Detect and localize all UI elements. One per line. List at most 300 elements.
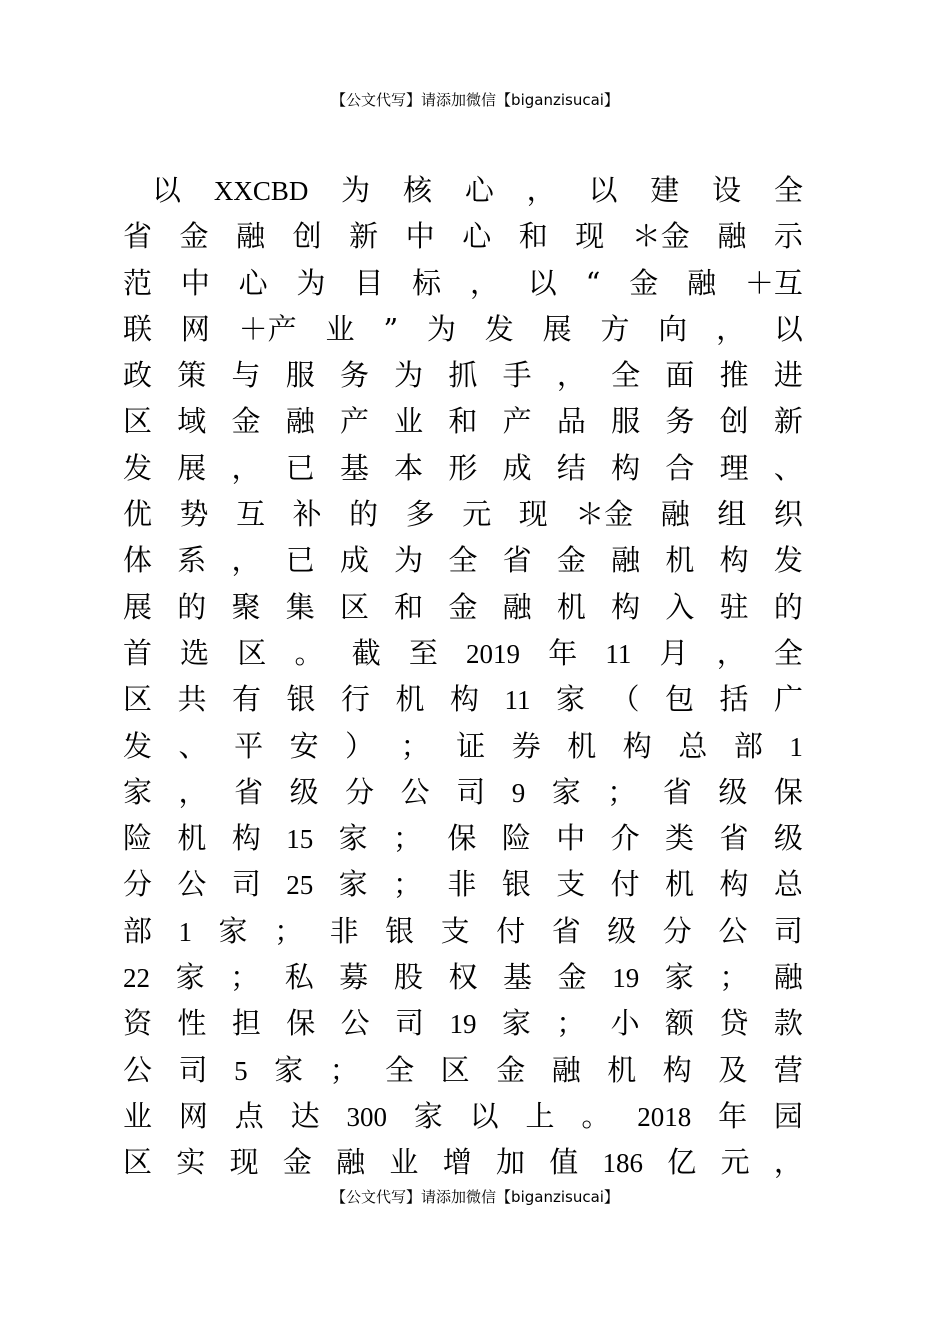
text-token: ， [716, 635, 746, 670]
text-token: 驻 [719, 589, 749, 624]
text-token: （ [610, 682, 640, 717]
text-token: 融 [660, 497, 690, 532]
text-token: 织 [773, 497, 803, 532]
text-token: 发 [484, 311, 514, 346]
text-token: 省 [662, 774, 692, 809]
text-token: 机 [177, 821, 207, 856]
text-token: 的 [177, 589, 207, 624]
text-token: 介 [610, 821, 640, 856]
text-token: 担 [231, 1006, 261, 1041]
text-token: 小 [610, 1006, 640, 1041]
text-token: 司 [231, 867, 261, 902]
text-token: 级 [773, 821, 803, 856]
text-token: 现 [518, 497, 548, 532]
text-token: 区 [123, 404, 153, 439]
text-token: 公 [123, 1052, 153, 1087]
text-line [123, 676, 803, 722]
text-token: ， [178, 774, 208, 809]
text-token: 机 [665, 867, 695, 902]
text-token: 示 [773, 219, 803, 254]
text-line [123, 954, 803, 1000]
text-token: 增 [442, 1145, 472, 1180]
text-token: 款 [773, 1006, 803, 1041]
text-token: 1 [178, 916, 193, 947]
text-token: 及 [718, 1052, 748, 1087]
text-token: 家 [274, 1052, 304, 1087]
text-token: 标 [412, 265, 442, 300]
text-token: 区 [123, 1145, 153, 1180]
text-line [123, 352, 803, 398]
text-line [123, 537, 803, 583]
text-token: 推 [719, 358, 749, 393]
text-token: 25 [286, 870, 314, 901]
text-token: 展 [542, 311, 572, 346]
text-token: 机 [395, 682, 425, 717]
text-line [123, 398, 803, 444]
text-token: 金 [231, 404, 261, 439]
text-token: 额 [665, 1006, 695, 1041]
text-token: 。 [294, 635, 324, 670]
text-token: 家 [551, 774, 581, 809]
text-token: 多 [405, 497, 435, 532]
text-token: 合 [665, 450, 695, 485]
text-token: 面 [665, 358, 695, 393]
text-token: 成 [339, 543, 369, 578]
text-token: 付 [610, 867, 640, 902]
text-token: 贷 [719, 1006, 749, 1041]
text-token: 为 [341, 173, 371, 207]
text-token: 业 [389, 1145, 419, 1180]
text-token: 构 [611, 450, 641, 485]
text-token: 非 [329, 913, 359, 948]
text-token: ； [393, 821, 423, 856]
text-token: 构 [450, 682, 480, 717]
text-token: 分 [123, 867, 153, 902]
text-token: 、 [773, 450, 803, 485]
page-footer: 【公文代写】请添加微信【biganzisucai】 [331, 1188, 619, 1206]
text-token: 形 [448, 450, 478, 485]
text-token: 19 [612, 963, 640, 994]
text-token: 机 [607, 1052, 637, 1087]
text-token: 目 [354, 265, 384, 300]
text-token: 心 [464, 173, 494, 207]
text-token: 加 [495, 1145, 525, 1180]
text-token: 融 [551, 1052, 581, 1087]
text-token: 分 [345, 774, 375, 809]
text-token: 级 [607, 913, 637, 948]
text-token: ； [607, 774, 637, 809]
text-token: 区 [123, 682, 153, 717]
text-token: 资 [123, 1006, 153, 1041]
text-token: 区 [440, 1052, 470, 1087]
text-token: 保 [447, 821, 477, 856]
text-token: 产 [502, 404, 532, 439]
text-token: 和 [394, 589, 424, 624]
text-token: 金 [556, 543, 586, 578]
text-token: 部 [123, 913, 153, 948]
text-token: 抓 [448, 358, 478, 393]
text-token: 创 [719, 404, 749, 439]
text-token: 域 [177, 404, 207, 439]
text-token: 结 [556, 450, 586, 485]
text-line [123, 213, 803, 259]
text-token: 家 [218, 913, 248, 948]
text-token: 与 [231, 358, 261, 393]
text-token: 发 [123, 728, 153, 763]
text-token: 务 [665, 404, 695, 439]
text-token: 机 [556, 589, 586, 624]
text-token: ， [231, 450, 261, 485]
text-token: 势 [179, 497, 209, 532]
text-token: 营 [773, 1052, 803, 1087]
text-token: 策 [177, 358, 207, 393]
text-token: ， [526, 173, 556, 207]
text-token: 1 [789, 731, 803, 762]
text-token: 手 [502, 358, 532, 393]
text-token: 金 [557, 960, 587, 995]
text-token: 家 [413, 1098, 443, 1133]
text-token: 全 [385, 1052, 415, 1087]
text-token: “ [585, 265, 601, 300]
text-token: 机 [567, 728, 597, 763]
text-token: ， [716, 311, 746, 346]
text-line [123, 861, 803, 907]
text-token: ， [469, 265, 499, 300]
text-token: 公 [718, 913, 748, 948]
text-token: 级 [289, 774, 319, 809]
text-token: 券 [511, 728, 541, 763]
text-token: 金 [629, 265, 659, 300]
text-line [123, 445, 803, 491]
text-token: 实 [176, 1145, 206, 1180]
text-token: 司 [395, 1006, 425, 1041]
text-token: 省 [719, 821, 749, 856]
text-token: 为 [296, 265, 326, 300]
text-token: 选 [180, 635, 210, 670]
text-token: 全 [448, 543, 478, 578]
text-token: 聚 [231, 589, 261, 624]
text-line [123, 1047, 803, 1093]
text-token: 区 [237, 635, 267, 670]
text-token: 中 [405, 219, 435, 254]
text-token: 创 [292, 219, 322, 254]
text-token: 组 [717, 497, 747, 532]
text-token: 新 [349, 219, 379, 254]
text-token: 广 [773, 682, 803, 717]
text-line [123, 584, 803, 630]
text-token: 点 [234, 1098, 264, 1133]
text-token: 方 [600, 311, 630, 346]
text-token: 品 [556, 404, 586, 439]
text-token: 基 [339, 450, 369, 485]
text-token: 险 [123, 821, 153, 856]
text-token: 银 [385, 913, 415, 948]
text-token: 括 [719, 682, 749, 717]
text-token: 支 [440, 913, 470, 948]
text-token: 现 [229, 1145, 259, 1180]
text-token: 以 [469, 1098, 499, 1133]
text-line [123, 769, 803, 815]
text-token: 募 [339, 960, 369, 995]
text-token: 机 [665, 543, 695, 578]
text-token: 业 [394, 404, 424, 439]
text-token: 家 [338, 821, 368, 856]
text-token: 186 [602, 1148, 644, 1179]
text-token: 总 [678, 728, 708, 763]
text-token: 金 [496, 1052, 526, 1087]
text-token: 亿 [667, 1145, 697, 1180]
text-token: ； [230, 960, 260, 995]
text-token: 省 [551, 913, 581, 948]
text-line [123, 260, 803, 306]
text-token: 全 [773, 635, 803, 670]
text-token: 9 [511, 777, 526, 808]
text-line [123, 908, 803, 954]
text-token: 、 [178, 728, 208, 763]
text-token: 家 [175, 960, 205, 995]
text-token: 22 [123, 963, 150, 994]
text-token: 本 [394, 450, 424, 485]
text-token: 5 [234, 1055, 248, 1086]
text-token: 年 [548, 635, 578, 670]
text-token: 平 [234, 728, 264, 763]
text-token: 付 [496, 913, 526, 948]
text-token: 网 [180, 311, 210, 346]
text-token: ； [719, 960, 749, 995]
text-token: 融 [773, 960, 803, 995]
text-token: 有 [232, 682, 262, 717]
text-token: 发 [123, 450, 153, 485]
text-token: 产 [339, 404, 369, 439]
text-token: 体 [123, 543, 153, 578]
text-token: 集 [285, 589, 315, 624]
text-token: 服 [611, 404, 641, 439]
text-token: 共 [177, 682, 207, 717]
text-token: 值 [549, 1145, 579, 1180]
text-token: 以 [773, 311, 803, 346]
text-token: 类 [665, 821, 695, 856]
text-token: 金 [448, 589, 478, 624]
text-token: 司 [178, 1052, 208, 1087]
text-line [123, 1093, 803, 1139]
text-token: 。 [581, 1098, 611, 1133]
text-token: 公 [340, 1006, 370, 1041]
text-token: 补 [292, 497, 322, 532]
body-text [123, 167, 803, 1186]
text-token: 达 [290, 1098, 320, 1133]
text-token: 以 [527, 265, 557, 300]
text-token: 性 [177, 1006, 207, 1041]
text-token: 家 [338, 867, 368, 902]
text-token: 家 [555, 682, 585, 717]
text-token: 2019 [466, 638, 521, 669]
text-token: 家 [501, 1006, 531, 1041]
text-token: 以 [123, 173, 182, 207]
text-token: ； [556, 1006, 586, 1041]
text-token: 行 [341, 682, 371, 717]
text-token: 保 [286, 1006, 316, 1041]
text-token: 私 [284, 960, 314, 995]
text-token: 优 [123, 497, 153, 532]
text-token: ＊金 [575, 497, 634, 532]
text-token: 构 [231, 821, 261, 856]
text-token: 截 [351, 635, 381, 670]
page-header: 【公文代写】请添加微信【biganzisucai】 [331, 91, 619, 109]
text-line [123, 491, 803, 537]
text-token: 新 [773, 404, 803, 439]
text-token: 构 [662, 1052, 692, 1087]
text-token: 心 [462, 219, 492, 254]
text-token: 已 [285, 450, 315, 485]
text-token: ， [773, 1145, 803, 1180]
text-token: 以 [588, 173, 618, 207]
text-token: ， [556, 358, 586, 393]
text-token: 融 [717, 219, 747, 254]
text-token: 系 [177, 543, 207, 578]
text-token: 银 [501, 867, 531, 902]
text-token: 业 [325, 311, 355, 346]
text-token: 为 [394, 543, 424, 578]
text-token: 构 [622, 728, 652, 763]
text-token: 15 [286, 824, 314, 855]
text-token: 300 [346, 1101, 387, 1132]
text-token: 证 [456, 728, 486, 763]
text-token: 构 [611, 589, 641, 624]
text-token: 司 [773, 913, 803, 948]
text-token: 2018 [637, 1101, 692, 1132]
text-line [123, 815, 803, 861]
text-token: ＋互 [744, 265, 803, 300]
text-token: 家 [664, 960, 694, 995]
text-token: 省 [502, 543, 532, 578]
text-token: 支 [556, 867, 586, 902]
text-token: 非 [447, 867, 477, 902]
text-token: 省 [234, 774, 264, 809]
text-token: 11 [504, 685, 531, 716]
text-token: 元 [462, 497, 492, 532]
text-token: 总 [773, 867, 803, 902]
text-line [123, 1139, 803, 1185]
text-token: 级 [718, 774, 748, 809]
text-token: 至 [408, 635, 438, 670]
text-token: 区 [339, 589, 369, 624]
text-token: 分 [662, 913, 692, 948]
text-token: 已 [285, 543, 315, 578]
text-token: 银 [286, 682, 316, 717]
text-token: 构 [719, 543, 749, 578]
text-token: 设 [712, 173, 742, 207]
text-token: 月 [659, 635, 689, 670]
text-token: 为 [426, 311, 456, 346]
text-token: 进 [773, 358, 803, 393]
text-line [123, 167, 803, 213]
text-token: 融 [236, 219, 266, 254]
text-token: ， [231, 543, 261, 578]
text-token: 全 [611, 358, 641, 393]
text-token: 中 [556, 821, 586, 856]
text-token: 展 [123, 589, 153, 624]
text-token: 入 [665, 589, 695, 624]
text-token: 向 [658, 311, 688, 346]
text-token: 为 [394, 358, 424, 393]
text-token: ” [383, 311, 399, 346]
text-token: ； [274, 913, 304, 948]
text-line [123, 723, 803, 769]
text-token: 务 [339, 358, 369, 393]
text-token: 现 [575, 219, 605, 254]
text-token: 发 [773, 543, 803, 578]
text-token: 全 [773, 173, 803, 207]
text-token: 的 [349, 497, 379, 532]
text-line [123, 306, 803, 352]
text-line [123, 630, 803, 676]
text-token: ） [345, 728, 375, 763]
text-token: 中 [180, 265, 210, 300]
text-token: 融 [285, 404, 315, 439]
text-token: 服 [285, 358, 315, 393]
text-token: 和 [518, 219, 548, 254]
text-token: 家 [123, 774, 153, 809]
text-token: 心 [238, 265, 268, 300]
text-token: 融 [502, 589, 532, 624]
text-token: ； [400, 728, 430, 763]
text-token: 融 [687, 265, 717, 300]
text-token: 范 [123, 265, 153, 300]
text-token: 园 [773, 1098, 803, 1133]
text-token: 互 [236, 497, 266, 532]
text-token: 政 [123, 358, 153, 393]
text-token: ＋产 [238, 311, 297, 346]
text-token: ； [329, 1052, 359, 1087]
text-token: 元 [720, 1145, 750, 1180]
text-token: 保 [773, 774, 803, 809]
text-token: 理 [719, 450, 749, 485]
text-token: 公 [400, 774, 430, 809]
text-token: 上 [525, 1098, 555, 1133]
text-token: 融 [336, 1145, 366, 1180]
text-token: 建 [650, 173, 680, 207]
text-token: 的 [773, 589, 803, 624]
text-token: 成 [502, 450, 532, 485]
text-token: 年 [718, 1098, 748, 1133]
text-token: 权 [448, 960, 478, 995]
text-token: 联 [123, 311, 153, 346]
text-token: 11 [605, 638, 632, 669]
text-token: 省 [123, 219, 153, 254]
text-token: ＊金 [631, 219, 690, 254]
text-token: 融 [611, 543, 641, 578]
text-token: 19 [449, 1009, 477, 1040]
text-token: 险 [501, 821, 531, 856]
text-token: 展 [177, 450, 207, 485]
text-token: 金 [282, 1145, 312, 1180]
text-token: 安 [289, 728, 319, 763]
text-token: 首 [123, 635, 153, 670]
text-token: 部 [733, 728, 763, 763]
text-line [123, 1000, 803, 1046]
text-token: XXCBD [213, 176, 309, 206]
text-token: ； [393, 867, 423, 902]
text-token: 公 [177, 867, 207, 902]
text-token: 金 [179, 219, 209, 254]
text-token: 核 [402, 173, 432, 207]
text-token: 网 [178, 1098, 208, 1133]
text-token: 业 [123, 1098, 153, 1133]
text-token: 司 [456, 774, 486, 809]
text-token: 包 [664, 682, 694, 717]
text-token: 股 [393, 960, 423, 995]
text-token: 和 [448, 404, 478, 439]
